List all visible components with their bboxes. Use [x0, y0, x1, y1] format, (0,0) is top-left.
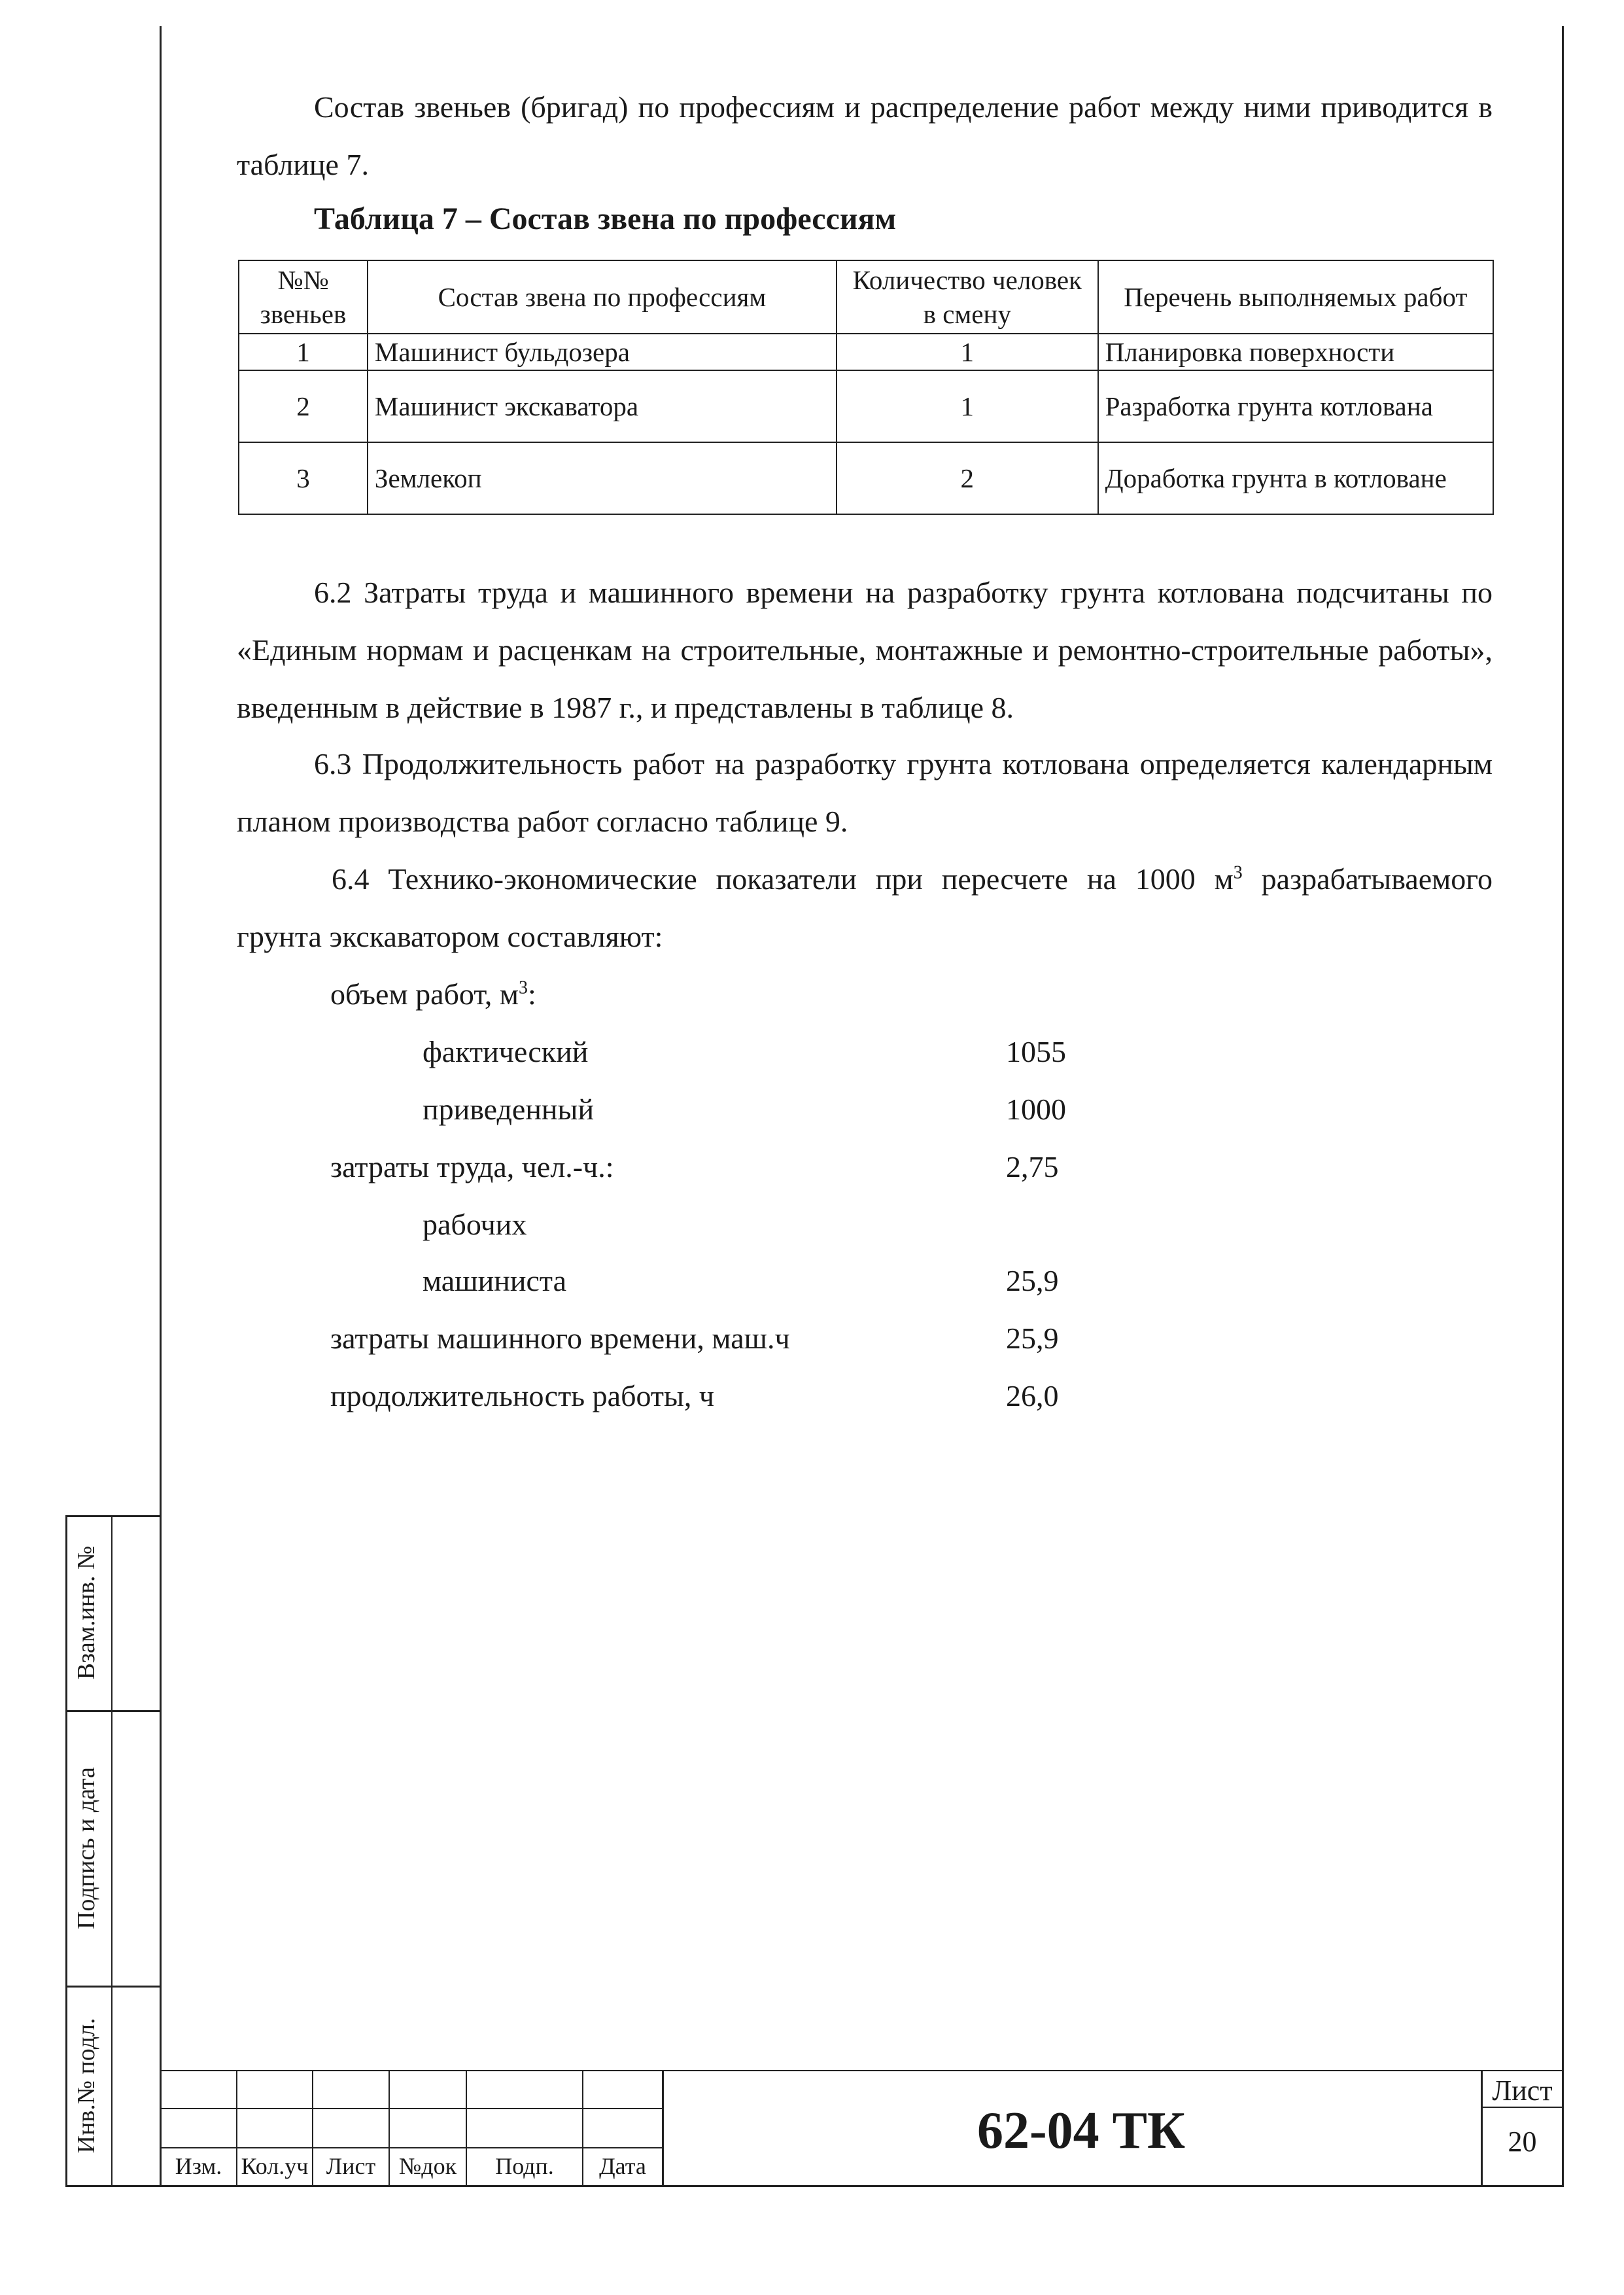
paragraph-6-3-text: 6.3 Продолжительность работ на разработку грунта котлована определяется календарным планом производства работ согласно таблице 9. [237, 747, 1493, 838]
paragraph-6-2-text: 6.2 Затраты труда и машинного времени на разработку грунта котлована подсчитаны по «Единым нормам и расценкам на строительные, монтажные и ремонтно-строительные работы», введенным в действие в 1987 г., и представлены в таблице 8. [237, 576, 1493, 724]
side-stamp-divider [111, 1515, 112, 2187]
frame-bottom-line [65, 2185, 1564, 2187]
volume-unit-sup: 3 [519, 977, 528, 998]
title-block-col-6 [662, 2070, 664, 2186]
indicator-workers-label: рабочих [423, 1208, 527, 1241]
indicator-duration-label: продолжительность работы, ч [330, 1379, 715, 1412]
table-row [239, 334, 1493, 370]
stamp-col-list: Лист [326, 2153, 376, 2179]
cell-works: Планировка поверхности [1098, 334, 1493, 370]
paragraph-6-4-before: 6.4 Технико-экономические показатели при пересчете на 1000 м [332, 862, 1234, 896]
side-label-inv-orig: Инв.№ подл. [73, 2018, 100, 2154]
cell-works: Разработка грунта котлована [1098, 370, 1493, 442]
cell-composition: Землекоп [368, 442, 837, 514]
cell-works: Доработка грунта в котловане [1098, 442, 1493, 514]
side-stamp-outer-left [65, 1515, 67, 2187]
intro-text: Состав звеньев (бригад) по профессиям и распределение работ между ними приводится в таблице 7. [237, 90, 1493, 181]
header-num: №№ звеньев [239, 260, 368, 334]
indicator-reduced-value: 1000 [1006, 1093, 1066, 1126]
paragraph-6-4 [237, 850, 1493, 966]
stamp-col-podp: Подп. [495, 2153, 554, 2179]
cell-num: 3 [239, 442, 368, 514]
header-count: Количество человек в смену [837, 260, 1098, 334]
frame-left-line [160, 26, 162, 2185]
cell-composition: Машинист бульдозера [368, 334, 837, 370]
indicator-machine-label: затраты машинного времени, маш.ч [330, 1322, 790, 1355]
table-header-row [239, 260, 1493, 334]
indicator-machine-value: 25,9 [1006, 1322, 1059, 1355]
stamp-col-izm: Изм. [175, 2153, 222, 2179]
side-label-signature-date: Подпись и дата [73, 1766, 100, 1930]
indicator-operator-label: машиниста [423, 1264, 566, 1297]
side-label-replace-inv: Взам.инв. № [73, 1545, 100, 1680]
paragraph-6-4-sup: 3 [1233, 862, 1243, 883]
paragraph-6-3 [237, 735, 1493, 850]
indicator-actual-label: фактический [423, 1035, 589, 1068]
sheet-label: Лист [1492, 2075, 1553, 2107]
title-block-row-1 [160, 2108, 663, 2109]
indicator-operator-value: 25,9 [1006, 1264, 1059, 1297]
cell-count: 2 [837, 442, 1098, 514]
paragraph-6-4-after: разрабатываемого грунта экскаватором составляют: [237, 862, 1493, 953]
indicator-reduced-label: приведенный [423, 1093, 595, 1126]
indicator-duration-value: 26,0 [1006, 1379, 1059, 1412]
table-row [239, 442, 1493, 514]
stamp-col-data: Дата [599, 2153, 646, 2179]
title-block-row-2 [160, 2147, 663, 2148]
indicator-labor-value: 2,75 [1006, 1150, 1059, 1183]
sheet-number: 20 [1508, 2126, 1537, 2158]
indicator-actual-value: 1055 [1006, 1035, 1066, 1068]
table-row [239, 370, 1493, 442]
frame-right-line [1562, 26, 1564, 2185]
table7 [238, 260, 1494, 515]
header-composition: Состав звена по профессиям [368, 260, 837, 334]
title-block-top [160, 2070, 1564, 2071]
cell-composition: Машинист экскаватора [368, 370, 837, 442]
table7-caption: Таблица 7 – Состав звена по профессиям [314, 201, 897, 236]
document-code: 62-04 ТК [976, 2102, 1185, 2160]
cell-num: 1 [239, 334, 368, 370]
intro-paragraph [237, 79, 1493, 194]
header-works: Перечень выполняемых работ [1098, 260, 1493, 334]
paragraph-6-2 [237, 564, 1493, 737]
cell-num: 2 [239, 370, 368, 442]
stamp-col-kolvo: Кол.уч [241, 2153, 309, 2179]
indicator-volume-label: объем работ, $м^3$: [330, 977, 536, 1011]
cell-count: 1 [837, 370, 1098, 442]
indicator-labor-label: затраты труда, чел.-ч.: [330, 1150, 614, 1183]
stamp-col-ndok: №док [398, 2153, 457, 2179]
cell-count: 1 [837, 334, 1098, 370]
